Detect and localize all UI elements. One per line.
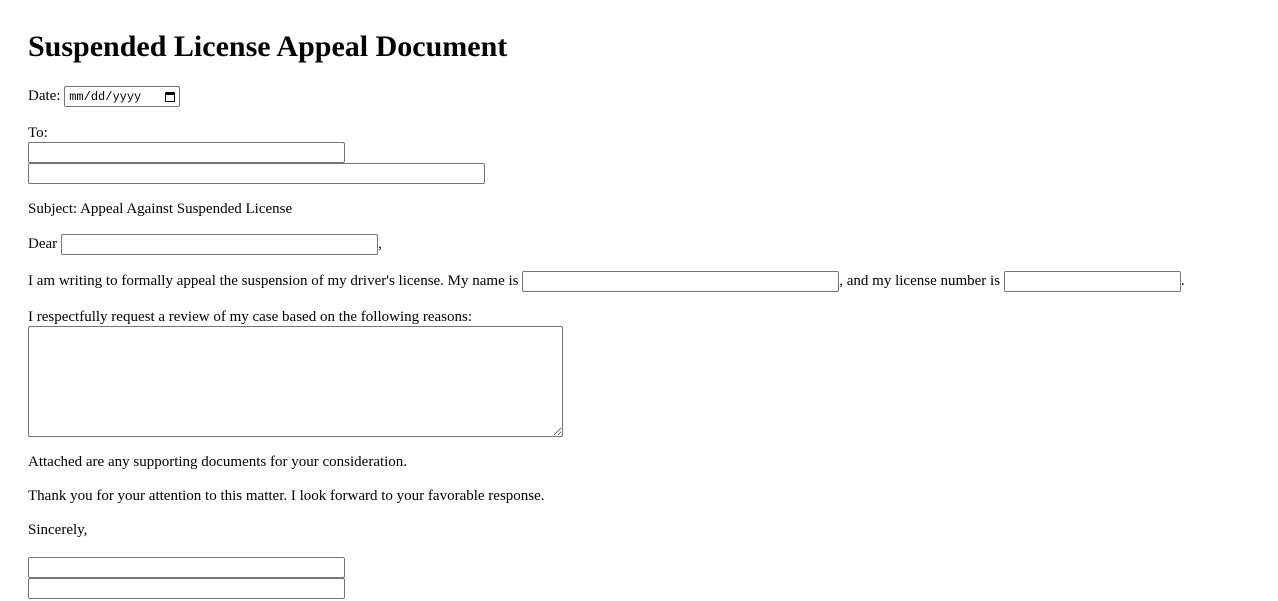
intro-row — [28, 271, 1185, 292]
date-label: Date: — [28, 88, 61, 104]
recipient-salutation-input[interactable] — [61, 234, 378, 255]
salutation-row — [28, 234, 382, 255]
license-number-input[interactable] — [1004, 271, 1181, 292]
signature-contact-input[interactable] — [28, 578, 345, 599]
page-title: Suspended License Appeal Document — [28, 30, 508, 63]
signature-name-input[interactable] — [28, 557, 345, 578]
subject-line: Subject: Appeal Against Suspended License — [28, 201, 293, 217]
recipient-name-input[interactable] — [28, 142, 345, 163]
intro-text-before-license: , and my license number is — [839, 273, 1001, 289]
salutation-suffix: , — [378, 236, 382, 252]
intro-text-end: . — [1180, 273, 1185, 289]
date-placeholder: mm/dd/yyyy — [69, 89, 142, 104]
calendar-icon[interactable] — [165, 92, 175, 102]
salutation-prefix: Dear — [28, 236, 58, 252]
intro-text-before-name: I am writing to formally appeal the suspension of my driver's license. My name is — [28, 273, 519, 289]
date-row — [28, 86, 180, 107]
applicant-name-input[interactable] — [522, 271, 839, 292]
attachments-text: Attached are any supporting documents for your consideration. — [28, 454, 408, 470]
thanks-text: Thank you for your attention to this matter. I look forward to your favorable response. — [28, 488, 545, 504]
closing-text: Sincerely, — [28, 522, 88, 538]
to-label: To: — [28, 125, 48, 141]
reasons-textarea[interactable] — [28, 326, 563, 437]
reasons-label: I respectfully request a review of my case based on the following reasons: — [28, 309, 473, 325]
date-input[interactable] — [64, 86, 180, 107]
recipient-address-input[interactable] — [28, 163, 485, 184]
